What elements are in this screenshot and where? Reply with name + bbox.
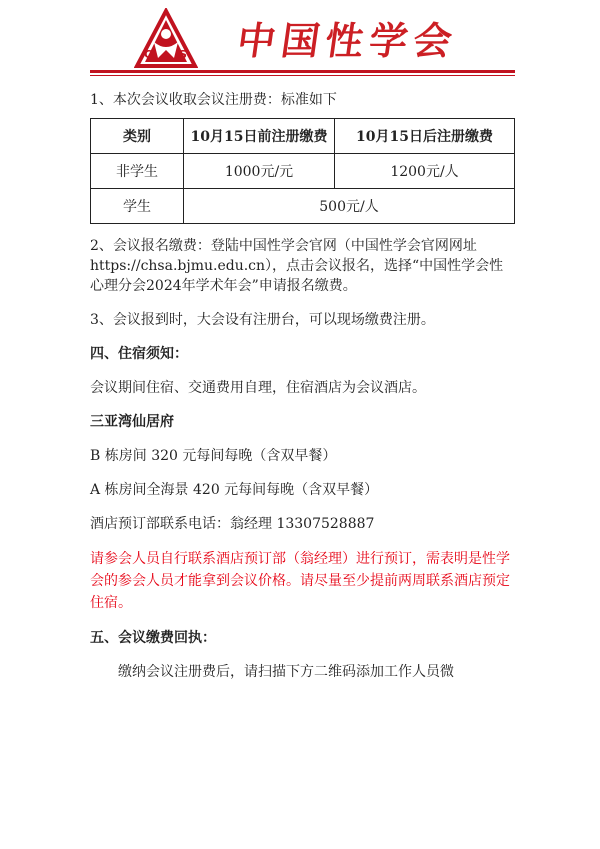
table-cell: 1200元/人 bbox=[335, 154, 515, 189]
onsite-registration: 3、会议报到时，大会设有注册台，可以现场缴费注册。 bbox=[90, 312, 435, 328]
fee-intro: 1、本次会议收取会议注册费：标准如下 bbox=[90, 92, 337, 108]
table-cell: 500元/人 bbox=[184, 189, 515, 224]
header-rule-thin bbox=[90, 75, 515, 76]
table-row bbox=[91, 189, 515, 224]
payment-receipt-text: 缴纳会议注册费后，请扫描下方二维码添加工作人员微 bbox=[118, 664, 454, 680]
table-cell: 1000元/元 bbox=[184, 154, 335, 189]
accommodation-intro: 会议期间住宿、交通费用自理，住宿酒店为会议酒店。 bbox=[90, 380, 426, 396]
document-body bbox=[90, 90, 515, 682]
table-cell: 非学生 bbox=[91, 154, 184, 189]
page-header bbox=[0, 0, 600, 80]
society-logo-icon bbox=[134, 8, 198, 72]
registration-instructions: 2、会议报名缴费：登陆中国性学会官网（中国性学会官网网址 https://chsa.bjmu.edu.cn），点击会议报名，选择“中国性学会性心理分会2024年学术年会”申请报名缴费。 bbox=[90, 238, 504, 294]
table-row bbox=[91, 154, 515, 189]
table-header: 10月15日前注册缴费 bbox=[184, 119, 335, 154]
table-header-row bbox=[91, 119, 515, 154]
org-title: 中国性学会 bbox=[234, 19, 461, 63]
svg-text:C: C bbox=[144, 48, 153, 61]
fee-table bbox=[90, 118, 515, 224]
room-b-price: B 栋房间 320 元每间每晚（含双早餐） bbox=[90, 448, 337, 464]
section-heading: 四、住宿须知： bbox=[90, 346, 188, 362]
hotel-name: 三亚湾仙居府 bbox=[90, 414, 174, 430]
table-header: 10月15日后注册缴费 bbox=[335, 119, 515, 154]
section-heading: 五、会议缴费回执： bbox=[90, 630, 216, 646]
table-cell: 学生 bbox=[91, 189, 184, 224]
table-header: 类别 bbox=[91, 119, 184, 154]
room-a-price: A 栋房间全海景 420 元每间每晚（含双早餐） bbox=[90, 482, 379, 498]
svg-text:S: S bbox=[179, 48, 187, 61]
hotel-contact: 酒店预订部联系电话：翁经理 13307528887 bbox=[90, 516, 375, 532]
header-rule bbox=[90, 70, 515, 73]
booking-notice: 请参会人员自行联系酒店预订部（翁经理）进行预订，需表明是性学会的参会人员才能拿到会议价格。请尽量至少提前两周联系酒店预定住宿。 bbox=[90, 551, 510, 611]
